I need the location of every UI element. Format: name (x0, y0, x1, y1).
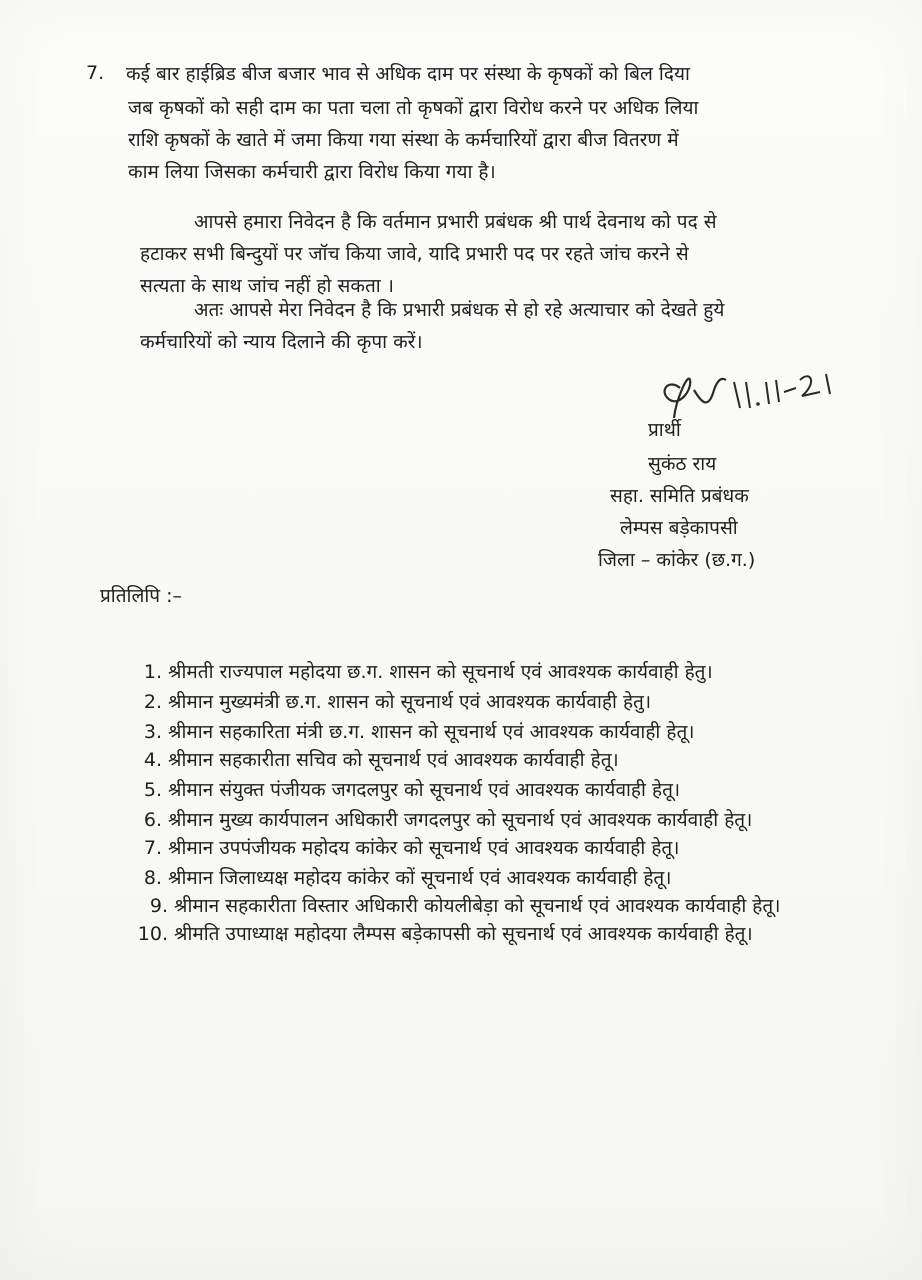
copy-item-text: श्रीमान सहकारिता मंत्री छ.ग. शासन को सूचनार्थ एवं आवश्यक कार्यवाही हेतू। (168, 721, 695, 743)
point-7-line-3: राशि कृषकों के खाते में जमा किया गया संस्था के कर्मचारियों द्वारा बीज वितरण में (128, 129, 679, 151)
copy-item-number: 7. (143, 837, 162, 859)
copy-item-number: 4. (143, 749, 162, 771)
copy-item (134, 922, 753, 946)
copy-item-number: 1. (143, 661, 162, 683)
copy-item (128, 748, 619, 772)
copy-item-text: श्रीमान सहकारीता विस्तार अधिकारी कोयलीबेड़ा को सूचनार्थ एवं आवश्यक कार्यवाही हेतू। (174, 895, 781, 917)
copy-item-number: 2. (143, 691, 162, 713)
copy-item (128, 808, 752, 832)
copy-item (134, 894, 780, 918)
copy-item-text: श्रीमति उपाध्याक्ष महोदया लैम्पस बड़ेकापसी को सूचनार्थ एवं आवश्यक कार्यवाही हेतू। (174, 923, 753, 945)
copy-item (128, 866, 671, 890)
copy-item-text: श्रीमती राज्यपाल महोदया छ.ग. शासन को सूचनार्थ एवं आवश्यक कार्यवाही हेतु। (168, 661, 713, 683)
applicant-designation: सहा. समिति प्रबंधक (610, 485, 749, 507)
copy-item-text: श्रीमान सहकारीता सचिव को सूचनार्थ एवं आवश्यक कार्यवाही हेतू। (168, 749, 619, 771)
point-7-line-4: काम लिया जिसका कर्मचारी द्वारा विरोध किया गया है। (128, 161, 496, 183)
point-7-line-1: कई बार हाईब्रिड बीज बजार भाव से अधिक दाम पर संस्था के कृषकों को बिल दिया (126, 63, 690, 85)
applicant-district: जिला – कांकेर (छ.ग.) (598, 549, 756, 571)
applicant-name: सुकंठ राय (648, 453, 717, 475)
copy-item-text: श्रीमान मुख्य कार्यपालन अधिकारी जगदलपुर को सूचनार्थ एवं आवश्यक कार्यवाही हेतू। (168, 809, 753, 831)
request-line-2: हटाकर सभी बिन्दुयों पर जॉच किया जावे, यादि प्रभारी पद पर रहते जांच करने से (140, 243, 689, 265)
copy-item-number: 10. (137, 923, 168, 945)
copy-item (128, 720, 695, 744)
closing-line-2: कर्मचारियों को न्याय दिलाने की कृपा करें। (140, 331, 423, 353)
copy-item-number: 5. (143, 779, 162, 801)
closing-line-1: अतः आपसे मेरा निवेदन है कि प्रभारी प्रबंधक से हो रहे अत्याचार को देखते हुये (194, 299, 725, 321)
copy-item-text: श्रीमान जिलाध्यक्ष महोदय कांकेर कों सूचनार्थ एवं आवश्यक कार्यवाही हेतू। (168, 867, 672, 889)
copy-item (128, 836, 679, 860)
copy-item (128, 690, 651, 714)
point-7-line-2: जब कृषकों को सही दाम का पता चला तो कृषकों द्वारा विरोध करने पर अधिक लिया (128, 97, 699, 119)
request-line-3: सत्यता के साथ जांच नहीं हो सकता । (140, 275, 394, 297)
point-number: 7. (86, 62, 105, 84)
copy-item-number: 9. (149, 895, 168, 917)
copy-item (128, 660, 713, 684)
applicant-label: प्रार्थी (648, 419, 681, 441)
request-line-1: आपसे हमारा निवेदन है कि वर्तमान प्रभारी प्रबंधक श्री पार्थ देवनाथ को पद से (194, 211, 717, 233)
copy-item (128, 778, 680, 802)
applicant-office: लेम्पस बड़ेकापसी (620, 517, 738, 539)
copy-item-text: श्रीमान मुख्यमंत्री छ.ग. शासन को सूचनार्थ एवं आवश्यक कार्यवाही हेतु। (168, 691, 652, 713)
copy-item-text: श्रीमान उपपंजीयक महोदय कांकेर को सूचनार्थ एवं आवश्यक कार्यवाही हेतू। (168, 837, 680, 859)
copy-item-number: 8. (143, 867, 162, 889)
copy-item-text: श्रीमान संयुक्त पंजीयक जगदलपुर को सूचनार्थ एवं आवश्यक कार्यवाही हेतू। (168, 779, 681, 801)
copy-item-number: 6. (143, 809, 162, 831)
copy-title: प्रतिलिपि :– (100, 585, 183, 607)
copy-item-number: 3. (143, 721, 162, 743)
